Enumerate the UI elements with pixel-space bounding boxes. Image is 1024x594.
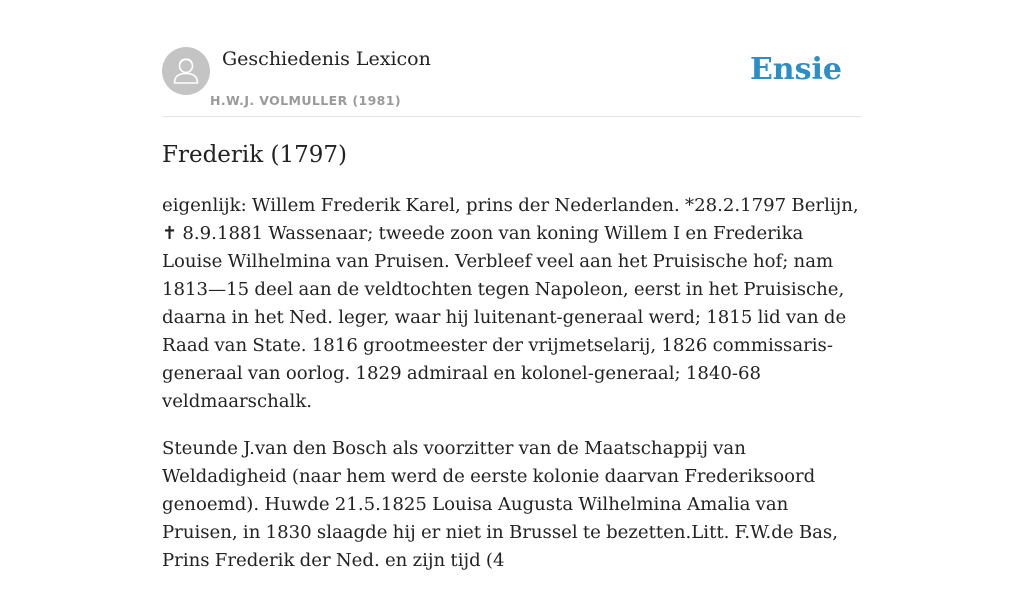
article-title: Frederik (1797) — [162, 142, 347, 168]
user-icon — [162, 47, 210, 95]
article-paragraph: Steunde J.van den Bosch als voorzitter van de Maatschappij van Weldadigheid (naar hem werd de eerste kolonie daarvan Frederiksoord genoemd). Huwde 21.5.1825 Louisa Augusta Wilhelmina Amalia van Pruisen, in 1830 slaagde hij er niet in Brussel te bezetten.Litt. F.W.de Bas, Prins Frederik der Ned. en zijn tijd (4 — [162, 438, 838, 571]
article-paragraph: eigenlijk: Willem Frederik Karel, prins der Nederlanden. *28.2.1797 Berlijn, ✝ 8.9.1881 Wassenaar; tweede zoon van koning Willem I en Frederika Louise Wilhelmina van Pruisen. Verbleef veel aan het Pruisische hof; nam 1813—15 deel aan de veldtochten tegen Napoleon, eerst in het Pruisische, daarna in het Ned. leger, waar hij luitenant-generaal werd; 1815 lid van de Raad van State. 1816 grootmeester der vrijmetselarij, 1826 commissaris-generaal van oorlog. 1829 admiraal en kolonel-generaal; 1840-68 veldmaarschalk. — [162, 195, 859, 412]
ensie-logo[interactable]: Ensie — [749, 52, 842, 87]
source-title[interactable]: Geschiedenis Lexicon — [222, 48, 431, 70]
article-body — [162, 192, 864, 594]
source-avatar[interactable] — [162, 47, 210, 95]
source-author[interactable]: H.W.J. VOLMULLER (1981) — [210, 93, 401, 108]
source-header — [162, 47, 862, 117]
